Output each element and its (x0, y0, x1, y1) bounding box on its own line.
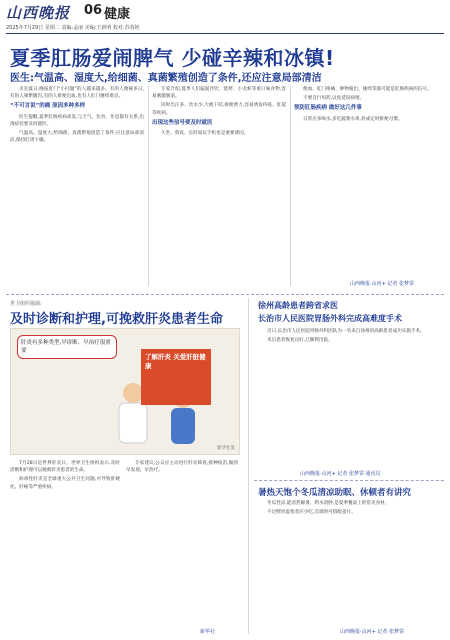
section-divider (6, 294, 444, 295)
article2-kicker: 世卫组织强调: (10, 301, 42, 307)
article1-column-2 (152, 86, 286, 286)
paragraph: 炎炎夏日,晚报肛门“小问题”的人越来越多。有的人便秘多日,有的人频繁腹泻,有的人排便出血,也有人肛门瘙痒难忍。 (10, 87, 144, 100)
paragraph: 气温高、湿度大,给细菌、真菌繁殖创造了条件,应注意局部清洁,保持肛周干燥。 (10, 131, 144, 144)
header-divider (6, 33, 444, 34)
article4-title: 暑热天饱个冬瓜清凉助眠、休顿者有讲究 (258, 488, 412, 498)
article3-title-line1: 徐州高龄患者跨省求医 (258, 301, 338, 310)
paragraph: 术后患者恢复良好,已顺利出院。 (267, 338, 333, 344)
column-divider (248, 298, 249, 634)
section-divider (254, 480, 444, 481)
article4-byline: 山西晚报·山河+ 记者 张梦霏 (340, 629, 404, 635)
paragraph: 7月28日是世界肝炎日。世界卫生组织表示,及时诊断和护理可以挽救肝炎患者的生命。 (10, 461, 120, 474)
illustration-speech-bubble: 肝炎有多种类型,早诊断、早治疗很重要 (17, 335, 117, 359)
issue-info: 2025年7月29日 星期二 责编:孟丽 美编:王新明 校对:苏春艳 (6, 25, 140, 31)
page-number: 06 (84, 3, 103, 18)
column-divider (290, 86, 291, 286)
column-divider (148, 86, 149, 286)
paragraph: 日常应多喝水,多吃蔬菜水果,养成定时排便习惯。 (303, 116, 403, 122)
paragraph: 同时出汗多、饮水少,大便干结,排便费力,容易诱发痔疮、肛裂等疾病。 (152, 103, 286, 116)
article1-subhead-2: 出现这些信号要及时就医 (152, 119, 213, 126)
article1-subhead-1: “不可言说”的痛 原因多种多样 (10, 103, 86, 110)
article1-column-1 (10, 86, 144, 286)
illustration-sign: 了解肝炎 关爱肝脏健康 (141, 349, 211, 405)
paragraph: 不过脾胃虚寒者应少吃,烹调时可搭配姜片。 (267, 510, 356, 516)
illustration-credit: 新华社发 (217, 446, 235, 451)
article2-column-2 (126, 460, 238, 630)
section-name: 健康 (104, 7, 131, 22)
article4-body (258, 500, 442, 625)
paragraph: 病毒性肝炎是全球重大公共卫生问题,可导致肝硬化、肝癌等严重疾病。 (10, 477, 120, 490)
page-header (0, 0, 450, 36)
article1-column-3 (294, 86, 440, 276)
paragraph: 便血、肛门疼痛、肿物脱出、瘙痒等都可能是肛肠疾病的信号。 (303, 87, 432, 92)
paragraph: 久坐、熬夜、长时间玩手机也是重要诱因。 (161, 131, 249, 137)
paragraph: 近日,长治市人民医院胃肠外科团队为一名来自徐州的高龄患者成功实施手术。 (267, 329, 425, 334)
article3-title-line2: 长治市人民医院胃肠外科完成高难度手术 (258, 314, 402, 323)
article1-byline: 山西晚报·山河+ 记者 张梦霏 (350, 281, 414, 287)
masthead-logo: 山西晚报 (6, 4, 71, 22)
paragraph: 专家建议,公众应主动进行肝炎筛查,接种疫苗,做到早发现、早治疗。 (126, 461, 238, 474)
article2-column-1 (10, 460, 120, 630)
article1-title: 夏季肛肠爱闹脾气 少碰辛辣和冰镇! (10, 46, 335, 70)
paragraph: 医生提醒,夏季肛肠疾病高发,与天气、饮食、作息都有关系,出现症状要及时就医。 (10, 114, 144, 127)
hepatitis-illustration (10, 328, 240, 455)
paragraph: 专家介绍,夏季人们偏爱冷饮、烧烤、小龙虾等重口味食物,容易刺激肠道。 (152, 87, 286, 100)
article2-title: 及时诊断和护理,可挽救肝炎患者生命 (10, 312, 223, 327)
paragraph: 不要自行用药,以免延误病情。 (303, 96, 365, 102)
paragraph: 冬瓜性凉,能清热解暑、利水消肿,是夏季餐桌上的常见食材。 (267, 501, 390, 506)
article1-subhead-3: 预防肛肠疾病 做好这几件事 (294, 105, 362, 112)
article1-subtitle: 医生:气温高、湿度大,给细菌、真菌繁殖创造了条件,还应注意局部清洁 (10, 73, 322, 84)
article3-byline: 山西晚报·山河+ 记者 张梦霏 通讯员 (300, 471, 381, 477)
article2-byline: 新华社 (200, 629, 216, 635)
article3-body (258, 328, 442, 468)
